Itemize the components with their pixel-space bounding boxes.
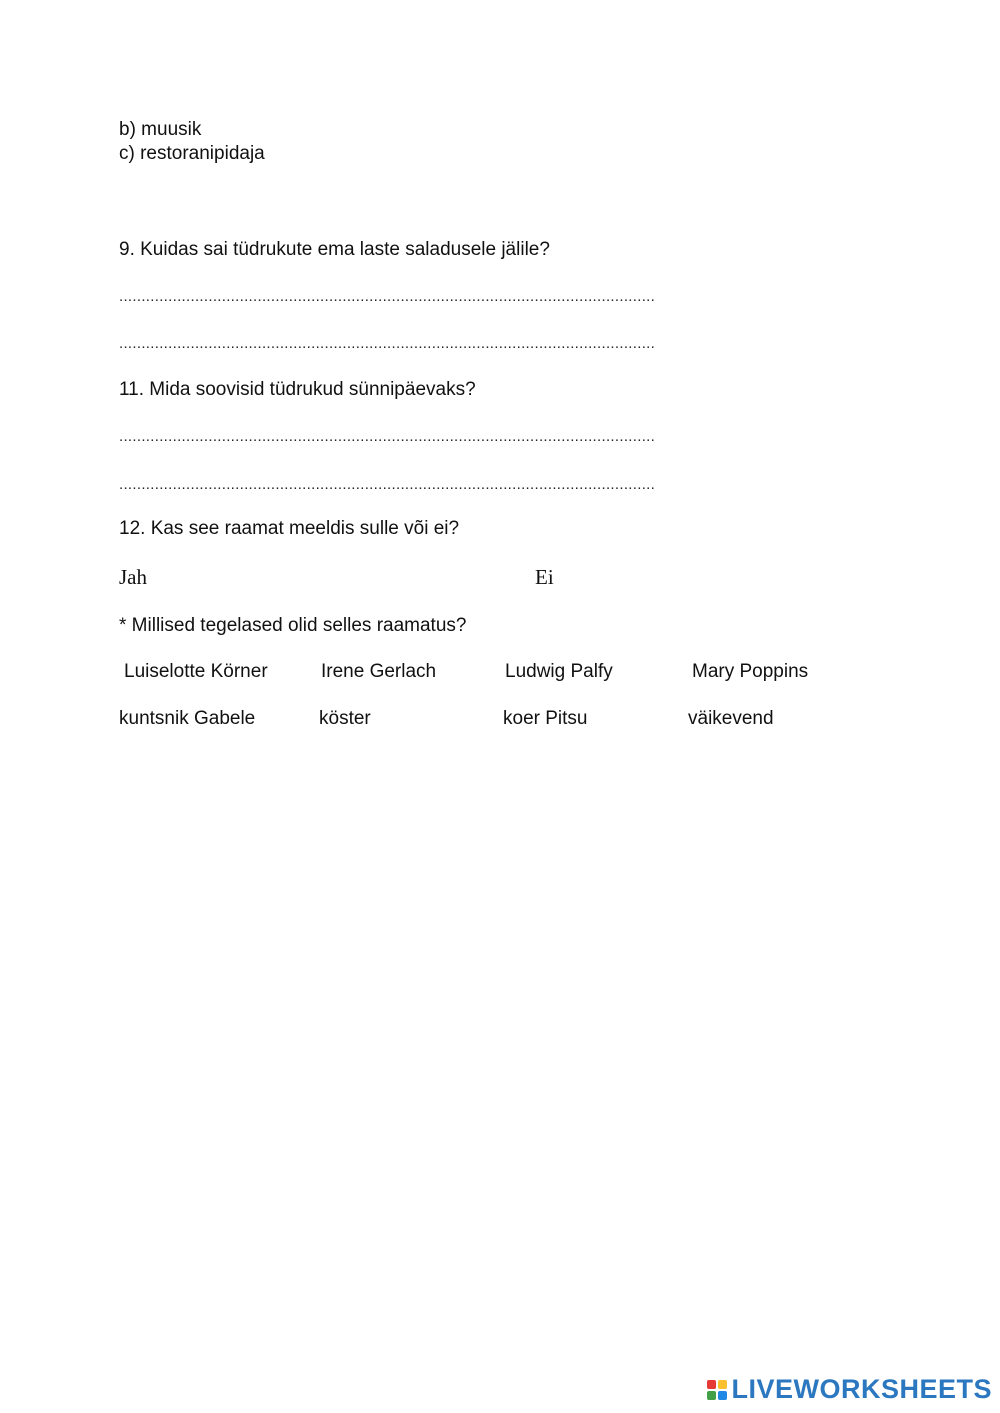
answer-yes[interactable]: Jah (119, 565, 147, 589)
option-c: c) restoranipidaja (119, 143, 265, 164)
question-11: 11. Mida soovisid tüdrukud sünnipäevaks? (119, 379, 476, 400)
answer-line-9-1[interactable]: ........................................................................................................................ (119, 288, 656, 305)
character-option[interactable]: kuntsnik Gabele (119, 708, 256, 729)
liveworksheets-logo (707, 1374, 992, 1405)
character-option[interactable]: Luiselotte Körner (124, 661, 268, 682)
question-12: 12. Kas see raamat meeldis sulle või ei? (119, 518, 460, 539)
liveworksheets-logo-text: LIVEWORKSHEETS (731, 1374, 992, 1404)
character-option[interactable]: Mary Poppins (692, 661, 809, 682)
character-option[interactable]: koer Pitsu (503, 708, 588, 729)
answer-line-9-2[interactable]: ........................................................................................................................ (119, 335, 656, 352)
character-option[interactable]: Irene Gerlach (321, 661, 437, 682)
answer-line-11-1[interactable]: ........................................................................................................................ (119, 428, 656, 445)
option-b: b) muusik (119, 119, 202, 140)
character-option[interactable]: väikevend (688, 708, 774, 729)
question-9: 9. Kuidas sai tüdrukute ema laste saladusele jälile? (119, 239, 550, 260)
liveworksheets-logo-icon (707, 1380, 727, 1400)
character-option[interactable]: Ludwig Palfy (505, 661, 613, 682)
characters-question: * Millised tegelased olid selles raamatus? (119, 615, 467, 636)
answer-line-11-2[interactable]: ........................................................................................................................ (119, 476, 656, 493)
answer-no[interactable]: Ei (535, 565, 554, 589)
character-option[interactable]: köster (319, 708, 371, 729)
